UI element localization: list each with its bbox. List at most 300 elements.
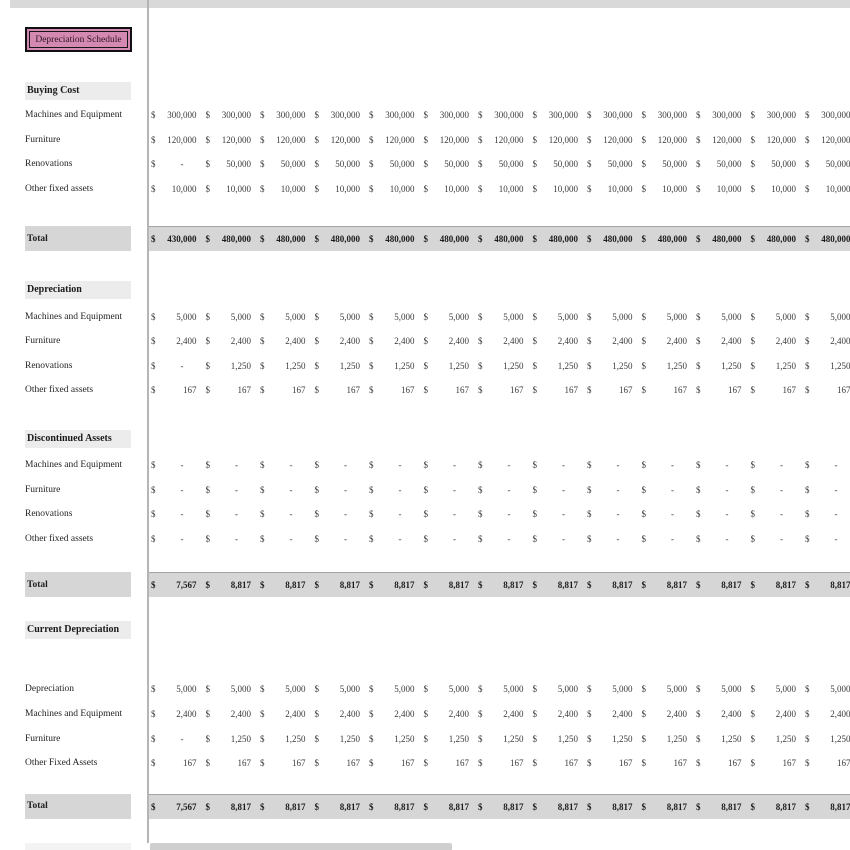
grid-cell[interactable] [366, 580, 421, 590]
row-label[interactable]: Total [25, 572, 131, 597]
grid-cell[interactable] [203, 758, 258, 768]
cell-value: 5,000 [612, 684, 633, 695]
grid-cell[interactable] [748, 312, 803, 322]
grid-cell[interactable] [748, 385, 803, 395]
grid-cell[interactable] [257, 758, 312, 768]
grid-cell[interactable] [257, 184, 312, 194]
row-label[interactable]: Renovations [25, 360, 73, 371]
grid-cell[interactable] [639, 159, 694, 169]
currency-symbol: $ [151, 134, 156, 145]
grid-cell[interactable] [693, 361, 748, 371]
grid-cell[interactable] [475, 534, 530, 544]
grid-cell[interactable] [748, 485, 803, 495]
grid-cell[interactable] [748, 534, 803, 544]
grid-cell[interactable] [421, 709, 476, 719]
section-header-depreciation[interactable]: Depreciation [25, 281, 131, 299]
grid-cell[interactable] [421, 184, 476, 194]
grid-cell[interactable] [530, 135, 585, 145]
row-label[interactable]: Furniture [25, 484, 61, 495]
grid-cell[interactable] [366, 184, 421, 194]
grid-cell[interactable] [148, 361, 203, 371]
grid-cell[interactable] [530, 184, 585, 194]
grid-cell[interactable] [530, 734, 585, 744]
grid-cell[interactable] [421, 460, 476, 470]
grid-cell[interactable] [421, 135, 476, 145]
grid-cell[interactable] [148, 336, 203, 346]
grid-cell[interactable] [366, 159, 421, 169]
grid-cell[interactable] [639, 580, 694, 590]
grid-cell[interactable] [366, 385, 421, 395]
grid-cell[interactable] [475, 135, 530, 145]
grid-cell[interactable] [639, 110, 694, 120]
grid-cell[interactable] [148, 684, 203, 694]
grid-cell[interactable] [693, 709, 748, 719]
grid-cell[interactable] [693, 684, 748, 694]
grid-cell[interactable] [257, 336, 312, 346]
grid-cell[interactable] [203, 184, 258, 194]
grid-cell[interactable] [312, 110, 367, 120]
grid-cell[interactable] [802, 460, 850, 470]
row-label[interactable]: Renovations [25, 159, 73, 170]
grid-cell[interactable] [584, 460, 639, 470]
grid-cell[interactable] [693, 509, 748, 519]
grid-cell[interactable] [748, 734, 803, 744]
grid-cell[interactable] [802, 709, 850, 719]
grid-cell[interactable] [802, 234, 850, 244]
grid-cell[interactable] [475, 460, 530, 470]
grid-cell[interactable] [748, 509, 803, 519]
grid-cell[interactable] [639, 234, 694, 244]
grid-cell[interactable] [748, 709, 803, 719]
currency-symbol: $ [205, 385, 210, 396]
grid-cell[interactable] [748, 580, 803, 590]
grid-cell[interactable] [257, 312, 312, 322]
grid-cell[interactable] [475, 184, 530, 194]
row-label[interactable]: Other Fixed Assets [25, 758, 98, 769]
grid-cell[interactable] [693, 110, 748, 120]
grid-cell[interactable] [748, 758, 803, 768]
grid-cell[interactable] [421, 485, 476, 495]
grid-cell[interactable] [693, 385, 748, 395]
grid-cell[interactable] [802, 580, 850, 590]
currency-symbol: $ [532, 533, 537, 544]
grid-cell[interactable] [639, 460, 694, 470]
grid-cell[interactable] [366, 460, 421, 470]
row-label[interactable]: Total [25, 226, 131, 251]
cell-value: 300,000 [821, 110, 850, 121]
grid-cell[interactable] [203, 110, 258, 120]
grid-cell[interactable] [421, 734, 476, 744]
grid-cell[interactable] [421, 385, 476, 395]
grid-cell[interactable] [693, 460, 748, 470]
grid-cell[interactable] [530, 460, 585, 470]
grid-cell[interactable] [475, 110, 530, 120]
grid-cell[interactable] [475, 312, 530, 322]
grid-cell[interactable] [148, 110, 203, 120]
row-label[interactable]: Machines and Equipment [25, 110, 123, 121]
grid-cell[interactable] [475, 684, 530, 694]
grid-cell[interactable] [530, 580, 585, 590]
grid-cell[interactable] [530, 534, 585, 544]
grid-cell[interactable] [802, 159, 850, 169]
grid-cell[interactable] [639, 312, 694, 322]
grid-cell[interactable] [584, 312, 639, 322]
cell-value: 2,400 [285, 336, 306, 347]
row-label[interactable]: Machines and Equipment [25, 460, 123, 471]
grid-cell[interactable] [203, 534, 258, 544]
grid-cell[interactable] [257, 534, 312, 544]
grid-cell[interactable] [312, 460, 367, 470]
row-label[interactable]: Total [25, 794, 131, 819]
grid-cell[interactable] [312, 361, 367, 371]
row-label[interactable]: Machines and Equipment [25, 709, 123, 720]
grid-cell[interactable] [421, 361, 476, 371]
grid-cell[interactable] [203, 509, 258, 519]
grid-cell[interactable] [748, 460, 803, 470]
grid-cell[interactable] [530, 709, 585, 719]
grid-cell[interactable] [257, 709, 312, 719]
grid-cell[interactable] [475, 234, 530, 244]
grid-cell[interactable] [693, 184, 748, 194]
grid-cell[interactable] [475, 709, 530, 719]
grid-cell[interactable] [530, 385, 585, 395]
grid-cell[interactable] [584, 709, 639, 719]
grid-cell[interactable] [366, 336, 421, 346]
grid-cell[interactable] [584, 336, 639, 346]
grid-cell[interactable] [475, 385, 530, 395]
currency-symbol: $ [260, 758, 265, 769]
section-header-buying-cost[interactable]: Buying Cost [25, 82, 131, 100]
row-label[interactable]: Furniture [25, 134, 61, 145]
grid-cell[interactable] [748, 361, 803, 371]
grid-cell[interactable] [366, 802, 421, 812]
grid-cell[interactable] [421, 159, 476, 169]
grid-cell[interactable] [475, 159, 530, 169]
grid-cell[interactable] [421, 110, 476, 120]
grid-cell[interactable] [203, 485, 258, 495]
grid-cell[interactable] [257, 159, 312, 169]
grid-cell[interactable] [421, 509, 476, 519]
grid-cell[interactable] [530, 361, 585, 371]
grid-cell[interactable] [748, 135, 803, 145]
grid-cell[interactable] [312, 580, 367, 590]
grid-cell[interactable] [802, 758, 850, 768]
grid-cell[interactable] [421, 580, 476, 590]
grid-cell[interactable] [312, 509, 367, 519]
grid-cell[interactable] [693, 534, 748, 544]
cell-value: 2,400 [775, 336, 796, 347]
grid-cell[interactable] [475, 336, 530, 346]
grid-cell[interactable] [203, 385, 258, 395]
grid-cell[interactable] [693, 234, 748, 244]
grid-cell[interactable] [639, 709, 694, 719]
grid-cell[interactable] [475, 734, 530, 744]
row-label[interactable]: Machines and Equipment [25, 311, 123, 322]
grid-cell[interactable] [257, 385, 312, 395]
grid-cell[interactable] [802, 361, 850, 371]
grid-cell[interactable] [421, 312, 476, 322]
cell-value: 300,000 [603, 110, 633, 121]
grid-cell[interactable] [312, 184, 367, 194]
grid-cell[interactable] [530, 509, 585, 519]
grid-cell[interactable] [530, 802, 585, 812]
grid-cell[interactable] [203, 135, 258, 145]
grid-cell[interactable] [530, 758, 585, 768]
grid-cell[interactable] [257, 460, 312, 470]
grid-cell[interactable] [802, 184, 850, 194]
grid-cell[interactable] [312, 312, 367, 322]
cell-value: - [235, 484, 238, 495]
grid-cell[interactable] [312, 758, 367, 768]
grid-cell[interactable] [584, 509, 639, 519]
grid-cell[interactable] [475, 509, 530, 519]
grid-cell[interactable] [312, 802, 367, 812]
grid-cell[interactable] [802, 385, 850, 395]
currency-symbol: $ [151, 484, 156, 495]
grid-cell[interactable] [584, 580, 639, 590]
grid-cell[interactable] [639, 509, 694, 519]
row-label[interactable]: Depreciation [25, 684, 75, 695]
cell-value: - [180, 360, 184, 371]
grid-cell[interactable] [257, 234, 312, 244]
grid-cell[interactable] [584, 385, 639, 395]
grid-cell[interactable] [639, 135, 694, 145]
grid-cell[interactable] [584, 534, 639, 544]
grid-cell[interactable] [257, 734, 312, 744]
grid-cell[interactable] [639, 361, 694, 371]
grid-cell[interactable] [257, 361, 312, 371]
grid-cell[interactable] [257, 110, 312, 120]
grid-cell[interactable] [312, 234, 367, 244]
currency-symbol: $ [369, 580, 374, 591]
grid-cell[interactable] [584, 758, 639, 768]
grid-cell[interactable] [203, 159, 258, 169]
grid-cell[interactable] [530, 110, 585, 120]
grid-cell[interactable] [802, 312, 850, 322]
grid-cell[interactable] [584, 159, 639, 169]
grid-cell[interactable] [257, 485, 312, 495]
grid-cell[interactable] [148, 734, 203, 744]
grid-cell[interactable] [312, 485, 367, 495]
section-header-discontinued-assets[interactable]: Discontinued Assets [25, 430, 131, 448]
grid-cell[interactable] [203, 460, 258, 470]
grid-cell[interactable] [203, 234, 258, 244]
grid-cell[interactable] [802, 110, 850, 120]
grid-cell[interactable] [366, 110, 421, 120]
grid-cell[interactable] [584, 684, 639, 694]
grid-cell[interactable] [639, 802, 694, 812]
grid-cell[interactable] [257, 580, 312, 590]
grid-cell[interactable] [312, 159, 367, 169]
grid-cell[interactable] [366, 734, 421, 744]
grid-cell[interactable] [584, 361, 639, 371]
row-label[interactable]: Furniture [25, 733, 61, 744]
grid-cell[interactable] [148, 758, 203, 768]
grid-cell[interactable] [257, 509, 312, 519]
grid-cell[interactable] [475, 802, 530, 812]
grid-cell[interactable] [748, 802, 803, 812]
currency-symbol: $ [750, 484, 755, 495]
grid-cell[interactable] [203, 802, 258, 812]
grid-cell[interactable] [802, 336, 850, 346]
grid-cell[interactable] [203, 684, 258, 694]
grid-cell[interactable] [148, 580, 203, 590]
row-label[interactable]: Furniture [25, 336, 61, 347]
cell-value: 300,000 [548, 110, 578, 121]
grid-cell[interactable] [693, 580, 748, 590]
depreciation-schedule-button[interactable] [25, 27, 132, 52]
grid-cell[interactable] [148, 485, 203, 495]
grid-cell[interactable] [366, 234, 421, 244]
grid-cell[interactable] [639, 684, 694, 694]
grid-cell[interactable] [203, 336, 258, 346]
grid-cell[interactable] [530, 159, 585, 169]
grid-cell[interactable] [148, 802, 203, 812]
grid-cell[interactable] [148, 385, 203, 395]
grid-cell[interactable] [203, 312, 258, 322]
grid-cell[interactable] [475, 485, 530, 495]
grid-cell[interactable] [530, 485, 585, 495]
grid-cell[interactable] [693, 312, 748, 322]
grid-cell[interactable] [148, 234, 203, 244]
grid-cell[interactable] [693, 758, 748, 768]
grid-cell[interactable] [312, 709, 367, 719]
grid-cell[interactable] [312, 734, 367, 744]
grid-cell[interactable] [312, 336, 367, 346]
grid-cell[interactable] [148, 460, 203, 470]
grid-cell[interactable] [802, 534, 850, 544]
grid-cell[interactable] [639, 336, 694, 346]
grid-cell[interactable] [584, 234, 639, 244]
grid-cell[interactable] [257, 135, 312, 145]
grid-cell[interactable] [421, 684, 476, 694]
grid-cell[interactable] [584, 135, 639, 145]
grid-cell[interactable] [475, 580, 530, 590]
grid-cell[interactable] [584, 485, 639, 495]
grid-cell[interactable] [148, 709, 203, 719]
grid-cell[interactable] [312, 385, 367, 395]
grid-cell[interactable] [421, 534, 476, 544]
grid-cell[interactable] [366, 135, 421, 145]
grid-cell[interactable] [693, 135, 748, 145]
grid-cell[interactable] [584, 802, 639, 812]
grid-cell[interactable] [312, 534, 367, 544]
grid-cell[interactable] [584, 734, 639, 744]
grid-cell[interactable] [530, 336, 585, 346]
row-label[interactable]: Other fixed assets [25, 533, 94, 544]
grid-cell[interactable] [802, 734, 850, 744]
grid-cell[interactable] [203, 361, 258, 371]
grid-cell[interactable] [312, 684, 367, 694]
grid-cell[interactable] [802, 684, 850, 694]
grid-cell[interactable] [366, 485, 421, 495]
grid-cell[interactable] [693, 734, 748, 744]
grid-cell[interactable] [639, 734, 694, 744]
grid-cell[interactable] [366, 534, 421, 544]
grid-cell[interactable] [203, 734, 258, 744]
grid-cell[interactable] [475, 758, 530, 768]
row-cells [148, 709, 850, 719]
grid-cell[interactable] [639, 758, 694, 768]
grid-cell[interactable] [802, 485, 850, 495]
currency-symbol: $ [151, 801, 156, 812]
currency-symbol: $ [478, 484, 483, 495]
cell-value: 8,817 [612, 801, 633, 812]
grid-cell[interactable] [802, 509, 850, 519]
grid-cell[interactable] [748, 336, 803, 346]
grid-cell[interactable] [421, 336, 476, 346]
grid-cell[interactable] [475, 361, 530, 371]
grid-cell[interactable] [366, 709, 421, 719]
grid-cell[interactable] [802, 135, 850, 145]
grid-cell[interactable] [421, 234, 476, 244]
section-header-current-depreciation[interactable]: Current Depreciation [25, 621, 131, 639]
grid-cell[interactable] [639, 184, 694, 194]
grid-cell[interactable] [748, 159, 803, 169]
grid-cell[interactable] [257, 684, 312, 694]
currency-symbol: $ [805, 758, 810, 769]
grid-cell[interactable] [639, 385, 694, 395]
grid-cell[interactable] [693, 485, 748, 495]
grid-cell[interactable] [530, 312, 585, 322]
grid-cell[interactable] [366, 758, 421, 768]
grid-cell[interactable] [748, 184, 803, 194]
grid-cell[interactable] [584, 110, 639, 120]
row-label[interactable]: Other fixed assets [25, 385, 94, 396]
grid-cell[interactable] [148, 312, 203, 322]
grid-cell[interactable] [148, 184, 203, 194]
grid-cell[interactable] [639, 485, 694, 495]
grid-cell[interactable] [148, 509, 203, 519]
grid-cell[interactable] [148, 534, 203, 544]
grid-cell[interactable] [203, 580, 258, 590]
currency-symbol: $ [478, 385, 483, 396]
grid-cell[interactable] [421, 802, 476, 812]
grid-cell[interactable] [693, 802, 748, 812]
row-label[interactable]: Other fixed assets [25, 184, 94, 195]
grid-cell[interactable] [802, 802, 850, 812]
cell-value: 5,000 [394, 311, 415, 322]
cell-value: - [507, 533, 511, 544]
grid-cell[interactable] [693, 336, 748, 346]
grid-cell[interactable] [748, 684, 803, 694]
grid-cell[interactable] [312, 135, 367, 145]
currency-symbol: $ [205, 709, 210, 720]
row-label[interactable]: Renovations [25, 509, 73, 520]
grid-cell[interactable] [148, 159, 203, 169]
cell-value: 1,250 [666, 733, 687, 744]
grid-cell[interactable] [366, 509, 421, 519]
grid-cell[interactable] [148, 135, 203, 145]
cell-value: 120,000 [385, 134, 415, 145]
grid-cell[interactable] [748, 234, 803, 244]
grid-cell[interactable] [530, 234, 585, 244]
grid-cell[interactable] [203, 709, 258, 719]
grid-cell[interactable] [366, 684, 421, 694]
cell-value: 300,000 [712, 110, 742, 121]
grid-cell[interactable] [693, 159, 748, 169]
grid-cell[interactable] [530, 684, 585, 694]
grid-cell[interactable] [421, 758, 476, 768]
grid-cell[interactable] [639, 534, 694, 544]
grid-cell[interactable] [366, 312, 421, 322]
grid-cell[interactable] [748, 110, 803, 120]
grid-cell[interactable] [257, 802, 312, 812]
cell-value: 5,000 [339, 684, 360, 695]
currency-symbol: $ [532, 801, 537, 812]
grid-cell[interactable] [366, 361, 421, 371]
grid-cell[interactable] [584, 184, 639, 194]
